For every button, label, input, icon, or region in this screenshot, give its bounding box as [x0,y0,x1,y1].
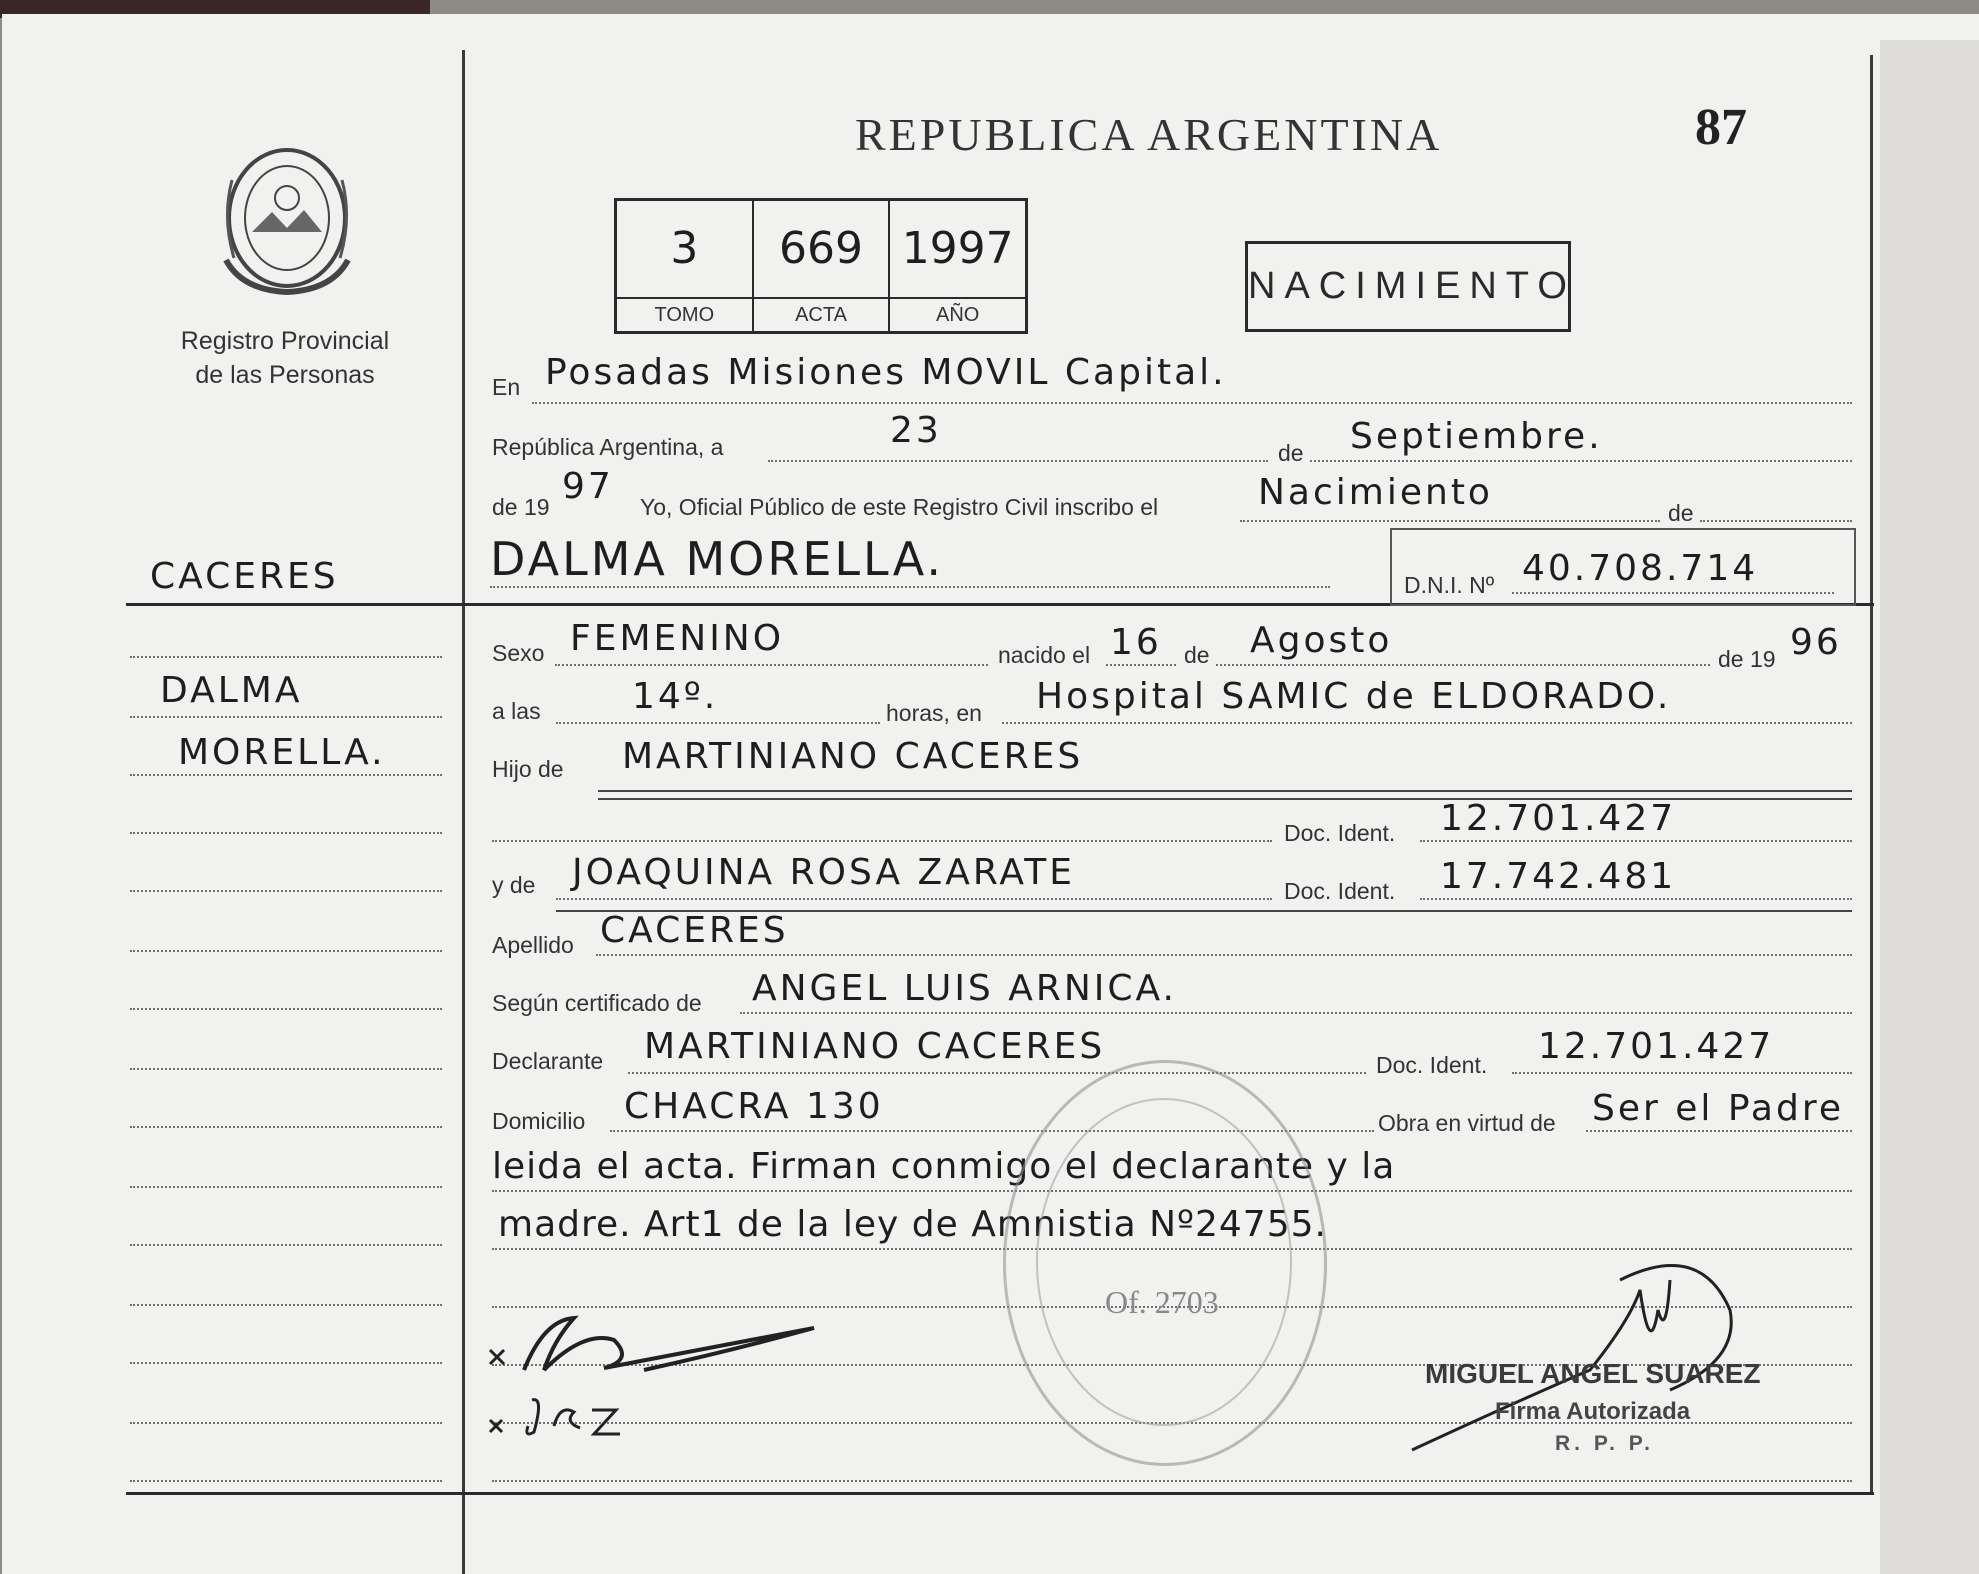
signatory-name: MIGUEL ANGEL SUAREZ [1425,1358,1761,1389]
margin-line [130,832,442,834]
value-address: CHACRA 130 [624,1086,884,1127]
registry-name [130,324,440,392]
label-doc-ident-mother: Doc. Ident. [1284,878,1396,904]
line-month [1310,460,1852,462]
label-en: En [492,374,521,400]
line-mother-doc [1420,898,1852,900]
misiones-province-seal-icon [212,140,362,300]
value-place: Posadas Misiones MOVIL Capital. [545,352,1227,393]
line-surname [596,954,1852,956]
line-hour [556,722,880,724]
stamp-office-number: Of. 2703 [1105,1284,1219,1320]
value-dni: 40.708.714 [1522,548,1759,589]
value-hour: 14º. [632,676,719,717]
acta-reference-box [614,198,1028,334]
declarant-signature-icon [484,1300,824,1440]
line-place [532,402,1852,404]
margin-line [130,1068,442,1070]
value-father: MARTINIANO CACERES [622,736,1084,777]
value-birth-day: 16 [1110,622,1162,663]
line-birth-day [1106,664,1176,666]
document-title: REPUBLICA ARGENTINA [855,109,1443,160]
line-father-doc [1420,840,1852,842]
line-event-de [1700,520,1852,522]
margin-line [130,1304,442,1306]
line-day [768,460,1268,462]
line-mother [556,898,1272,900]
label-obra-en-virtud: Obra en virtud de [1378,1110,1556,1136]
registry-line2: de las Personas [195,361,375,389]
registry-line1: Registro Provincial [180,327,390,355]
value-hospital: Hospital SAMIC de ELDORADO. [1036,676,1672,717]
margin-line [130,1126,442,1128]
line-hospital [1002,722,1852,724]
margin-line [130,1244,442,1246]
signatory-office: R. P. P. [1555,1432,1654,1455]
tomo-label: TOMO [617,297,752,331]
margin-line [130,774,442,776]
value-declarant-doc: 12.701.427 [1538,1026,1775,1067]
margin-surname: CACERES [150,556,339,597]
label-a-las: a las [492,698,541,724]
anio-label: AÑO [890,297,1025,331]
line-father-underline [598,798,1852,800]
label-republica: República Argentina, a [492,434,724,460]
line-child-name [490,586,1330,588]
margin-line [130,1008,442,1010]
label-doc-ident-father: Doc. Ident. [1284,820,1396,846]
label-yo-oficial: Yo, Oficial Público de este Registro Civil inscribo el [640,494,1159,520]
value-month: Septiembre. [1350,416,1603,457]
label-dni: D.N.I. Nº [1404,572,1495,598]
acta-label: ACTA [754,297,889,331]
label-de-19-birth: de 19 [1718,646,1776,672]
value-surname: CACERES [600,910,789,951]
sheet-edge [1880,40,1979,1574]
margin-given-name-2: MORELLA. [178,732,386,773]
margin-line [130,1480,442,1482]
label-y-de: y de [492,872,536,898]
tomo-cell [617,201,754,331]
margin-line [130,890,442,892]
margin-line [130,1422,442,1424]
line-father-continued [492,840,1272,842]
line-declarant [628,1072,1366,1074]
line-remarks-6 [492,1480,1852,1482]
line-event [1240,520,1660,522]
margin-line [130,656,442,658]
value-birth-month: Agosto [1250,620,1393,661]
margin-line [130,1362,442,1364]
line-birth-month [1216,664,1710,666]
value-certificate-by: ANGEL LUIS ARNICA. [752,968,1177,1009]
page-number: 87 [1695,99,1747,156]
label-apellido: Apellido [492,932,574,958]
margin-given-name-1: DALMA [160,670,303,711]
remarks-line-2: madre. Art1 de la ley de Amnistia Nº24755. [498,1204,1327,1245]
value-declarant: MARTINIANO CACERES [644,1026,1106,1067]
acta-value: 669 [779,223,863,274]
label-de-19: de 19 [492,494,550,520]
value-by-virtue: Ser el Padre [1592,1088,1844,1129]
remarks-line-1: leida el acta. Firman conmigo el declarante y la [492,1146,1396,1187]
label-sexo: Sexo [492,640,545,666]
value-event: Nacimiento [1258,472,1493,513]
label-declarante: Declarante [492,1048,604,1074]
line-father [598,790,1852,792]
official-stamp-inner [1036,1098,1292,1426]
value-year-suffix: 97 [562,466,614,507]
label-de: de [1278,440,1304,466]
record-type-box: NACIMIENTO [1245,241,1571,332]
line-certificate [740,1012,1852,1014]
line-declarant-doc [1512,1072,1852,1074]
line-dni [1512,592,1834,594]
line-sex [555,664,988,666]
label-de-event: de [1668,500,1694,526]
value-father-doc: 12.701.427 [1440,798,1677,839]
label-horas-en: horas, en [886,700,982,726]
margin-line [130,950,442,952]
value-mother-doc: 17.742.481 [1440,856,1677,897]
margin-line [130,1186,442,1188]
value-mother: JOAQUINA ROSA ZARATE [572,852,1075,893]
official-stamp [1003,1060,1327,1466]
tomo-value: 3 [670,223,699,274]
line-by-virtue [1586,1130,1852,1132]
bottom-divider [126,1492,1874,1495]
right-border [1870,55,1873,1495]
margin-line [130,716,442,718]
label-nacido-el: nacido el [998,642,1091,668]
signatory-role: Firma Autorizada [1495,1398,1691,1425]
value-birth-year: 96 [1790,622,1842,663]
value-sex: FEMENINO [570,618,785,659]
anio-value: 1997 [901,223,1014,274]
value-child-name: DALMA MORELLA. [490,532,945,586]
value-day: 23 [890,410,942,451]
label-segun-certificado: Según certificado de [492,990,702,1016]
label-hijo-de: Hijo de [492,756,564,782]
label-doc-ident-declarant: Doc. Ident. [1376,1052,1488,1078]
anio-cell [890,201,1025,331]
label-de-birth: de [1184,642,1210,668]
acta-cell [754,201,891,331]
label-domicilio: Domicilio [492,1108,586,1134]
left-column-divider [462,50,465,1574]
